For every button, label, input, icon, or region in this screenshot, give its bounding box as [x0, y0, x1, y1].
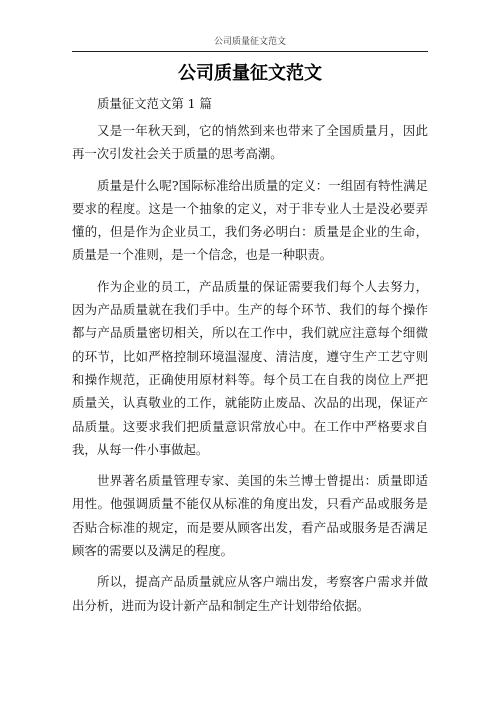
paragraph-3: 作为企业的员工，产品质量的保证需要我们每个人去努力，因为产品质量就在我们手中。生产的每个环节、我们的每个操作都与产品质量密切相关，所以在工作中，我们就应注意每个细微的环节，比如严格控制环境温湿度、清洁度，遵守生产工艺守则和操作规范，正确使用原材料等。每个员工在自我的岗位上严把质量关，认真敬业的工作，就能防止废品、次品的出现，保证产品质量。这要求我们把质量意识常放心中。在工作中严格要求自我，从每一件小事做起。	[72, 278, 428, 457]
paragraph-2: 质量是什么呢?国际标准给出质量的定义：一组固有特性满足要求的程度。这是一个抽象的定义，对于非专业人士是没必要弄懂的，但是作为企业员工，我们务必明白：质量是企业的生命，质量是一个准则，是一个信念，也是一种职责。	[72, 177, 428, 263]
paragraph-1: 又是一年秋天到，它的悄然到来也带来了全国质量月，因此再一次引发社会关于质量的思考高潮。	[72, 123, 428, 162]
document-title: 公司质量征文范文	[178, 63, 322, 84]
running-header: 公司质量征文范文	[72, 37, 428, 52]
section-subtitle: 质量征文范文第 1 篇	[97, 96, 212, 111]
document-body	[72, 95, 428, 625]
paragraph-4: 世界著名质量管理专家、美国的朱兰博士曾提出：质量即适用性。他强调质量不能仅从标准的角度出发，只看产品或服务是否贴合标准的规定，而是要从顾客出发，看产品或服务是否满足顾客的需要以及满足的程度。	[72, 473, 428, 559]
paragraph-5: 所以，提高产品质量就应从客户端出发，考察客户需求并做出分析，进而为设计新产品和制定生产计划带给依据。	[72, 574, 428, 613]
